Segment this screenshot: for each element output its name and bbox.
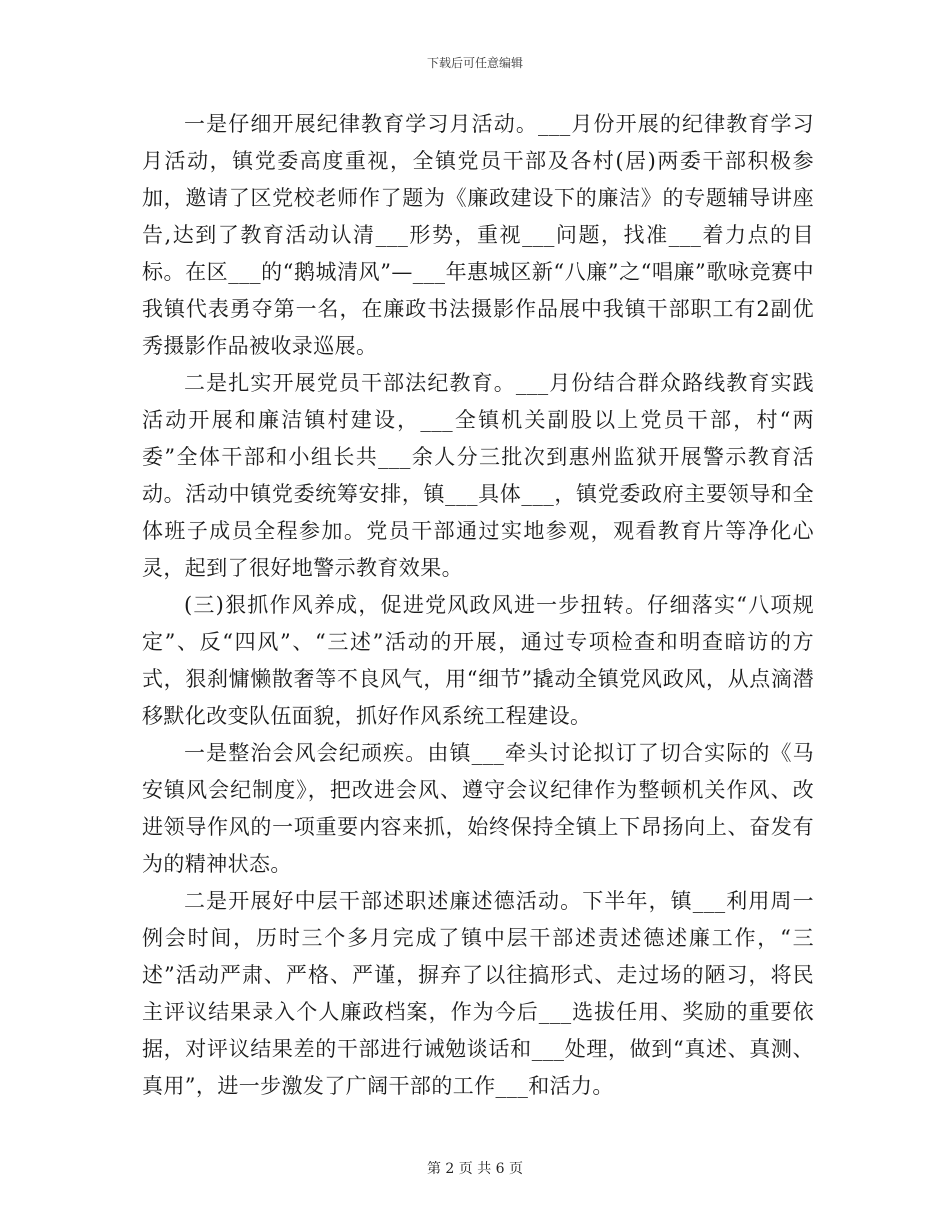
paragraph-discipline-education-month: 一是仔细开展纪律教育学习月活动。___月份开展的纪律教育学习月活动，镇党委高度重视，全镇党员干部及各村(居)两委干部积极参加，邀请了区党校老师作了题为《廉政建设下的廉洁》的专题辅导讲座告,达到了教育活动认清___形势，重视___问题，找准___着力点的目标。在区___的“鹅城清风”—___年惠城区新“八廉”之“唱廉”歌咏竞赛中我镇代表勇夺第一名，在廉政书法摄影作品展中我镇干部职工有2副优秀摄影作品被收录巡展。	[142, 112, 814, 358]
paragraph-work-style-section: (三)狠抓作风养成，促进党风政风进一步扭转。仔细落实“八项规定”、反“四风”、“三述”活动的开展，通过专项检查和明查暗访的方式，狠刹慵懒散奢等不良风气，用“细节”撬动全镇党风政风，从点滴潜移默化改变队伍面貌，抓好作风系统工程建设。	[142, 593, 814, 728]
page-number: 第 2 页 共 6 页	[426, 1161, 524, 1177]
document-body	[142, 106, 814, 1105]
paragraph-cadre-review: 二是开展好中层干部述职述廉述德活动。下半年，镇___利用周一例会时间，历时三个多月完成了镇中层干部述责述德述廉工作，“三述”活动严肃、严格、严谨，摒弃了以往搞形式、走过场的陋习，将民主评议结果录入个人廉政档案，作为今后___选拔任用、奖励的重要依据，对评议结果差的干部进行诫勉谈话和___处理，做到“真述、真测、真用”，进一步激发了广阔干部的工作___和活力。	[142, 889, 814, 1098]
paragraph-meeting-discipline: 一是整治会风会纪顽疾。由镇___牵头讨论拟订了切合实际的《马安镇风会纪制度》，把改进会风、遵守会议纪律作为整顿机关作风、改进领导作风的一项重要内容来抓，始终保持全镇上下昂扬向上、奋发有为的精神状态。	[142, 741, 814, 876]
page-header: 下载后可任意编辑	[426, 56, 523, 70]
paragraph-legal-education: 二是扎实开展党员干部法纪教育。___月份结合群众路线教育实践活动开展和廉洁镇村建设，___全镇机关副股以上党员干部，村“两委”全体干部和小组长共___余人分三批次到惠州监狱开展警示教育活动。活动中镇党委统筹安排，镇___具体___，镇党委政府主要领导和全体班子成员全程参加。党员干部通过实地参观，观看教育片等净化心灵，起到了很好地警示教育效果。	[142, 371, 814, 580]
